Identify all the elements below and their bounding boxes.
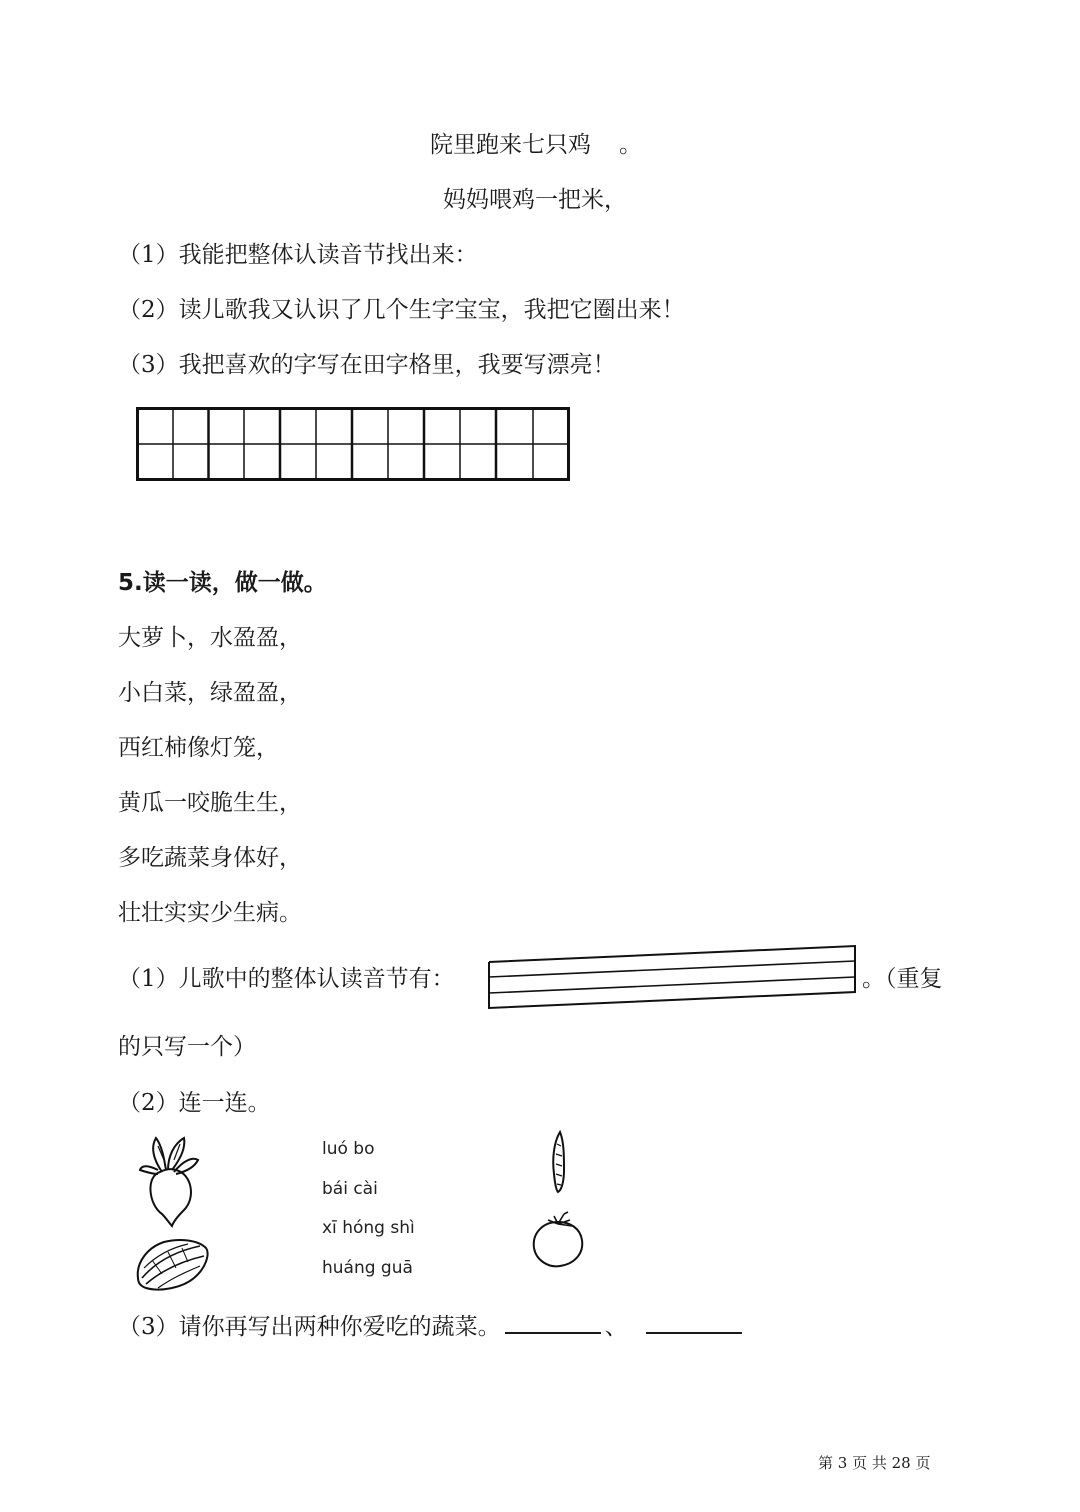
- poem-5-line-1: 大萝卜，水盈盈，: [118, 625, 302, 651]
- pinyin-xihongshi[interactable]: xī hóng shì: [322, 1218, 415, 1238]
- section-5-heading: 5.读一读，做一做。: [118, 570, 327, 596]
- question-4-1: （1）我能把整体认读音节找出来：: [118, 242, 478, 268]
- poem-5-line-3: 西红柿像灯笼，: [118, 735, 279, 761]
- poem-5-line-5: 多吃蔬菜身体好，: [118, 845, 302, 871]
- answer-blank-1[interactable]: [505, 1312, 601, 1334]
- answer-blank-2[interactable]: [646, 1312, 742, 1334]
- question-5-1-label: （1）儿歌中的整体认读音节有：: [118, 966, 455, 992]
- poem-5-line-4: 黄瓜一咬脆生生，: [118, 790, 302, 816]
- page-footer: 第 3 页 共 28 页: [818, 1454, 931, 1472]
- question-4-3: （3）我把喜欢的字写在田字格里，我要写漂亮！: [118, 352, 616, 378]
- question-5-1-suffix: 。（重复: [862, 966, 943, 992]
- question-4-2: （2）读儿歌我又认识了几个生字宝宝，我把它圈出来！: [118, 297, 685, 323]
- question-5-3-label: （3）请你再写出两种你爱吃的蔬菜。: [118, 1314, 501, 1340]
- question-5-1-continuation: 的只写一个）: [118, 1034, 256, 1060]
- tianzige-grid[interactable]: [136, 407, 570, 481]
- question-5-3-separator: 、: [604, 1314, 628, 1340]
- poem-line-1-text: 院里跑来七只鸡: [430, 132, 591, 158]
- poem-line-1: [430, 134, 642, 157]
- question-5-3: [118, 1312, 742, 1339]
- poem-5-line-2: 小白菜，绿盈盈，: [118, 680, 302, 706]
- poem-line-2: 妈妈喂鸡一把米，: [443, 187, 627, 213]
- pinyin-baicai[interactable]: bái cài: [322, 1179, 378, 1199]
- pinyin-huanggua[interactable]: huáng guā: [322, 1258, 413, 1278]
- pinyin-writing-lines[interactable]: [486, 944, 858, 1012]
- poem-line-1-end: 。: [619, 132, 642, 158]
- tomato-icon: [528, 1210, 588, 1270]
- question-5-2-label: （2）连一连。: [118, 1090, 271, 1116]
- cabbage-icon: [132, 1234, 212, 1294]
- pinyin-luobo[interactable]: luó bo: [322, 1139, 375, 1159]
- cucumber-icon: [544, 1128, 574, 1196]
- radish-icon: [136, 1130, 206, 1228]
- poem-5-line-6: 壮壮实实少生病。: [118, 900, 302, 926]
